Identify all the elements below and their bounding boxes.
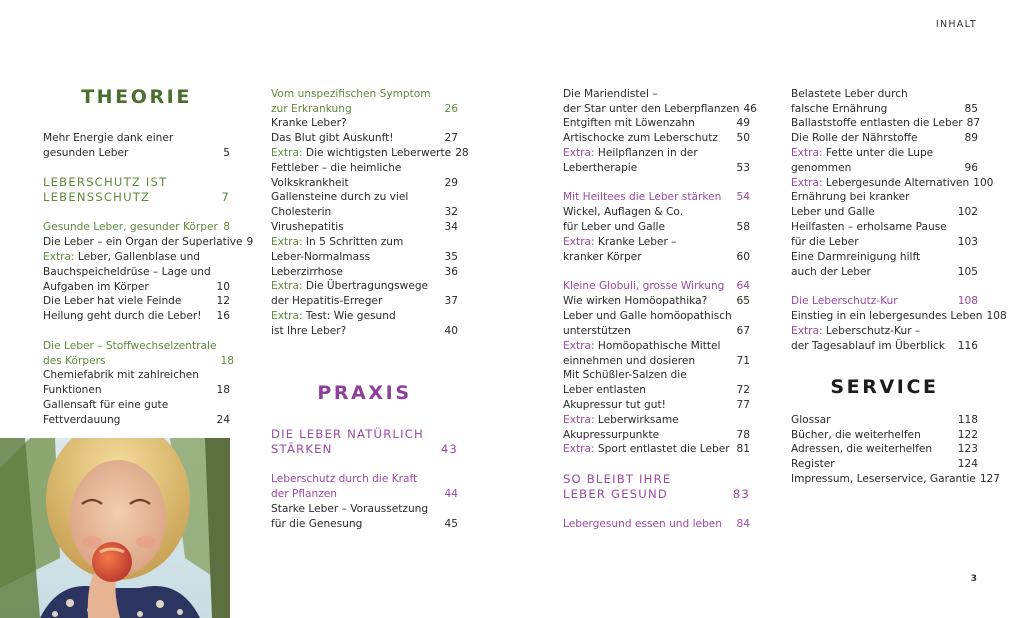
toc-entry[interactable]: Artischocke zum Leberschutz 50: [563, 132, 750, 144]
toc-section-heading[interactable]: LEBERSCHUTZ IST LEBENSSCHUTZ 7: [43, 175, 230, 204]
page-number: 16: [216, 310, 230, 322]
extra-label: Extra:: [563, 236, 595, 248]
toc-entry[interactable]: Bücher, die weiterhelfen 122: [791, 429, 978, 441]
page-number: 49: [736, 117, 750, 129]
page-number: 40: [444, 324, 458, 337]
toc-entry-extra[interactable]: Extra: Die wichtigsten Leberwerte 28: [271, 147, 469, 159]
heading-theorie: THEORIE: [81, 86, 192, 108]
page-number: 77: [736, 399, 750, 411]
page-number: 108: [957, 295, 978, 307]
page-number: 123: [957, 443, 978, 455]
toc-entry[interactable]: Gallensteine durch zu viel Cholesterin 32: [271, 191, 458, 218]
page-number: 96: [964, 161, 978, 174]
page-number: 34: [444, 221, 458, 233]
page-number: 124: [957, 458, 978, 470]
page-number: 24: [216, 413, 230, 426]
toc-entry[interactable]: Die Mariendistel – der Star unter den Leberpflanzen 46: [563, 88, 757, 115]
page-number: 29: [444, 176, 458, 189]
page-number: 64: [736, 280, 750, 292]
toc-entry[interactable]: Entgiften mit Löwenzahn 49: [563, 117, 750, 129]
page-number: 35: [444, 250, 458, 263]
toc-entry[interactable]: Ballaststoffe entlasten die Leber 87: [791, 117, 981, 129]
toc-entry[interactable]: Belastete Leber durch falsche Ernährung 85: [791, 88, 978, 115]
page-number: 108: [986, 310, 1007, 322]
toc-entry[interactable]: Adressen, die weiterhelfen 123: [791, 443, 978, 455]
toc-entry-extra[interactable]: Extra: Heilpflanzen in der Lebertherapie 53: [563, 147, 750, 174]
page-number: 71: [736, 354, 750, 367]
extra-label: Extra:: [791, 325, 823, 337]
page-number: 53: [736, 161, 750, 174]
toc-entry[interactable]: Heilung geht durch die Leber! 16: [43, 310, 230, 322]
page-number: 118: [957, 414, 978, 426]
page-number: 83: [732, 487, 750, 501]
toc-entry[interactable]: Leberzirrhose 36: [271, 266, 458, 278]
toc-entry-extra[interactable]: Extra: Leberwirksame Akupressurpunkte 78: [563, 414, 750, 441]
extra-label: Extra:: [271, 310, 303, 322]
page-number: 18: [216, 383, 230, 396]
toc-entry[interactable]: Die Leber hat viele Feinde 12: [43, 295, 230, 307]
extra-label: Extra:: [43, 251, 75, 263]
toc-entry[interactable]: Heilfasten – erholsame Pause für die Leber 103: [791, 221, 978, 248]
toc-entry[interactable]: Die Leber – ein Organ der Superlative 9: [43, 236, 254, 248]
page-number: 26: [444, 102, 458, 115]
toc-entry[interactable]: Einstieg in ein lebergesundes Leben 108: [791, 310, 1007, 322]
toc-entry[interactable]: Glossar 118: [791, 414, 978, 426]
page-number: 8: [223, 221, 230, 233]
extra-label: Extra:: [563, 147, 595, 159]
page-number: 12: [216, 295, 230, 307]
extra-label: Extra:: [271, 236, 303, 248]
page-number: 65: [736, 295, 750, 307]
page-number: 36: [444, 266, 458, 278]
toc-entry[interactable]: Starke Leber – Voraussetzung für die Genesung 45: [271, 503, 458, 530]
page-number: 122: [957, 429, 978, 441]
page-number: 27: [444, 131, 458, 144]
toc-entry[interactable]: Wie wirken Homöopathika? 65: [563, 295, 750, 307]
page-number: 89: [964, 132, 978, 144]
extra-label: Extra:: [791, 147, 823, 159]
page-number: 84: [736, 518, 750, 530]
extra-label: Extra:: [271, 147, 303, 159]
page-number: 100: [973, 177, 994, 189]
page-number: 43: [440, 442, 458, 456]
toc-entry[interactable]: Mit Schüßler-Salzen die Leber entlasten 72: [563, 369, 750, 396]
extra-label: Extra:: [563, 443, 595, 455]
toc-entry[interactable]: Virushepatitis 34: [271, 221, 458, 233]
page-number: 60: [736, 250, 750, 263]
toc-entry-extra[interactable]: Extra: In 5 Schritten zum Leber-Normalmass 35: [271, 236, 458, 263]
toc-entry[interactable]: Kranke Leber? Das Blut gibt Auskunft! 27: [271, 117, 458, 144]
toc-entry[interactable]: Gallensaft für eine gute Fettverdauung 24: [43, 399, 230, 426]
toc-entry[interactable]: Mehr Energie dank einer gesunden Leber 5: [43, 132, 230, 159]
toc-entry-extra[interactable]: Extra: Die Übertragungswege der Hepatitis-Erreger 37: [271, 280, 458, 307]
extra-label: Extra:: [563, 414, 595, 426]
toc-entry[interactable]: Wickel, Auflagen & Co. für Leber und Galle 58: [563, 206, 750, 233]
toc-entry-extra[interactable]: Extra: Homöopathische Mittel einnehmen und dosieren 71: [563, 340, 750, 367]
toc-chapter[interactable]: Leberschutz durch die Kraft der Pflanzen 44: [271, 473, 458, 500]
toc-chapter[interactable]: Vom unspezifischen Symptom zur Erkrankung 26: [271, 88, 458, 115]
page-number: 44: [444, 487, 458, 500]
page-number: 103: [957, 235, 978, 248]
page-number: 102: [957, 205, 978, 218]
toc-chapter[interactable]: Die Leberschutz-Kur 108: [791, 295, 978, 307]
toc-entry-extra[interactable]: Extra: Kranke Leber – kranker Körper 60: [563, 236, 750, 263]
page-number: 58: [736, 220, 750, 233]
photo-woman-eating-peach: [0, 438, 230, 618]
toc-section-heading[interactable]: SO BLEIBT IHRE LEBER GESUND 83: [563, 472, 750, 501]
page-number: 67: [736, 324, 750, 337]
page-number: 10: [216, 280, 230, 293]
page-number: 46: [743, 102, 757, 115]
toc-entry[interactable]: Akupressur tut gut! 77: [563, 399, 750, 411]
page-number: 87: [966, 117, 981, 129]
toc-entry[interactable]: Die Rolle der Nährstoffe 89: [791, 132, 978, 144]
page-number: 85: [964, 102, 978, 115]
toc-entry-extra[interactable]: Extra: Sport entlastet die Leber 81: [563, 443, 750, 455]
heading-service: SERVICE: [830, 376, 939, 398]
photo-illustration: [0, 438, 230, 618]
toc-entry[interactable]: Chemiefabrik mit zahlreichen Funktionen 18: [43, 369, 230, 396]
toc-chapter[interactable]: Die Leber – Stoffwechselzentrale des Körpers 18: [43, 340, 234, 367]
page-number: 32: [444, 205, 458, 218]
toc-chapter[interactable]: Mit Heiltees die Leber stärken 54: [563, 191, 750, 203]
toc-entry-extra[interactable]: Extra: Leber, Gallenblase und Bauchspeicheldrüse – Lage und Aufgaben im Körper 10: [43, 251, 230, 293]
toc-entry-extra[interactable]: Extra: Fette unter die Lupe genommen 96: [791, 147, 978, 174]
toc-entry[interactable]: Ernährung bei kranker Leber und Galle 102: [791, 191, 978, 218]
heading-praxis: PRAXIS: [317, 382, 412, 404]
toc-chapter[interactable]: Lebergesund essen und leben 84: [563, 518, 750, 530]
extra-label: Extra:: [791, 177, 823, 189]
page-number: 9: [246, 236, 254, 248]
page-number: 127: [979, 473, 1001, 485]
toc-entry[interactable]: Eine Darmreinigung hilft auch der Leber 105: [791, 251, 978, 278]
running-header: INHALT: [935, 19, 977, 30]
page-number: 37: [444, 294, 458, 307]
toc-entry[interactable]: Leber und Galle homöopathisch unterstützen 67: [563, 310, 750, 337]
page-number: 7: [221, 190, 230, 204]
toc-chapter[interactable]: Gesunde Leber, gesunder Körper 8: [43, 221, 230, 233]
page-number: 78: [736, 428, 750, 441]
page-number: 54: [736, 191, 750, 203]
toc-entry-extra[interactable]: Extra: Test: Wie gesund ist Ihre Leber? 40: [271, 310, 458, 337]
page-number: 72: [736, 383, 750, 396]
extra-label: Extra:: [271, 280, 303, 292]
page-number: 81: [736, 443, 750, 455]
page-number: 116: [957, 339, 978, 352]
page-number: 105: [957, 265, 978, 278]
toc-entry[interactable]: Impressum, Leserservice, Garantie 127: [791, 473, 1001, 485]
toc-entry-extra[interactable]: Extra: Leberschutz-Kur – der Tagesablauf im Überblick 116: [791, 325, 978, 352]
extra-label: Extra:: [563, 340, 595, 352]
toc-entry-extra[interactable]: Extra: Lebergesunde Alternativen 100: [791, 177, 994, 189]
toc-entry[interactable]: Fettleber – die heimliche Volkskrankheit 29: [271, 162, 458, 189]
page-number-footer: 3: [970, 574, 977, 584]
toc-entry[interactable]: Register 124: [791, 458, 978, 470]
page-number: 50: [736, 132, 750, 144]
toc-chapter[interactable]: Kleine Globuli, grosse Wirkung 64: [563, 280, 750, 292]
page-number: 18: [220, 354, 234, 367]
page-number: 45: [444, 517, 458, 530]
toc-section-heading[interactable]: DIE LEBER NATÜRLICH STÄRKEN 43: [271, 427, 458, 456]
page-number: 28: [455, 147, 469, 159]
page-number: 5: [223, 146, 230, 159]
